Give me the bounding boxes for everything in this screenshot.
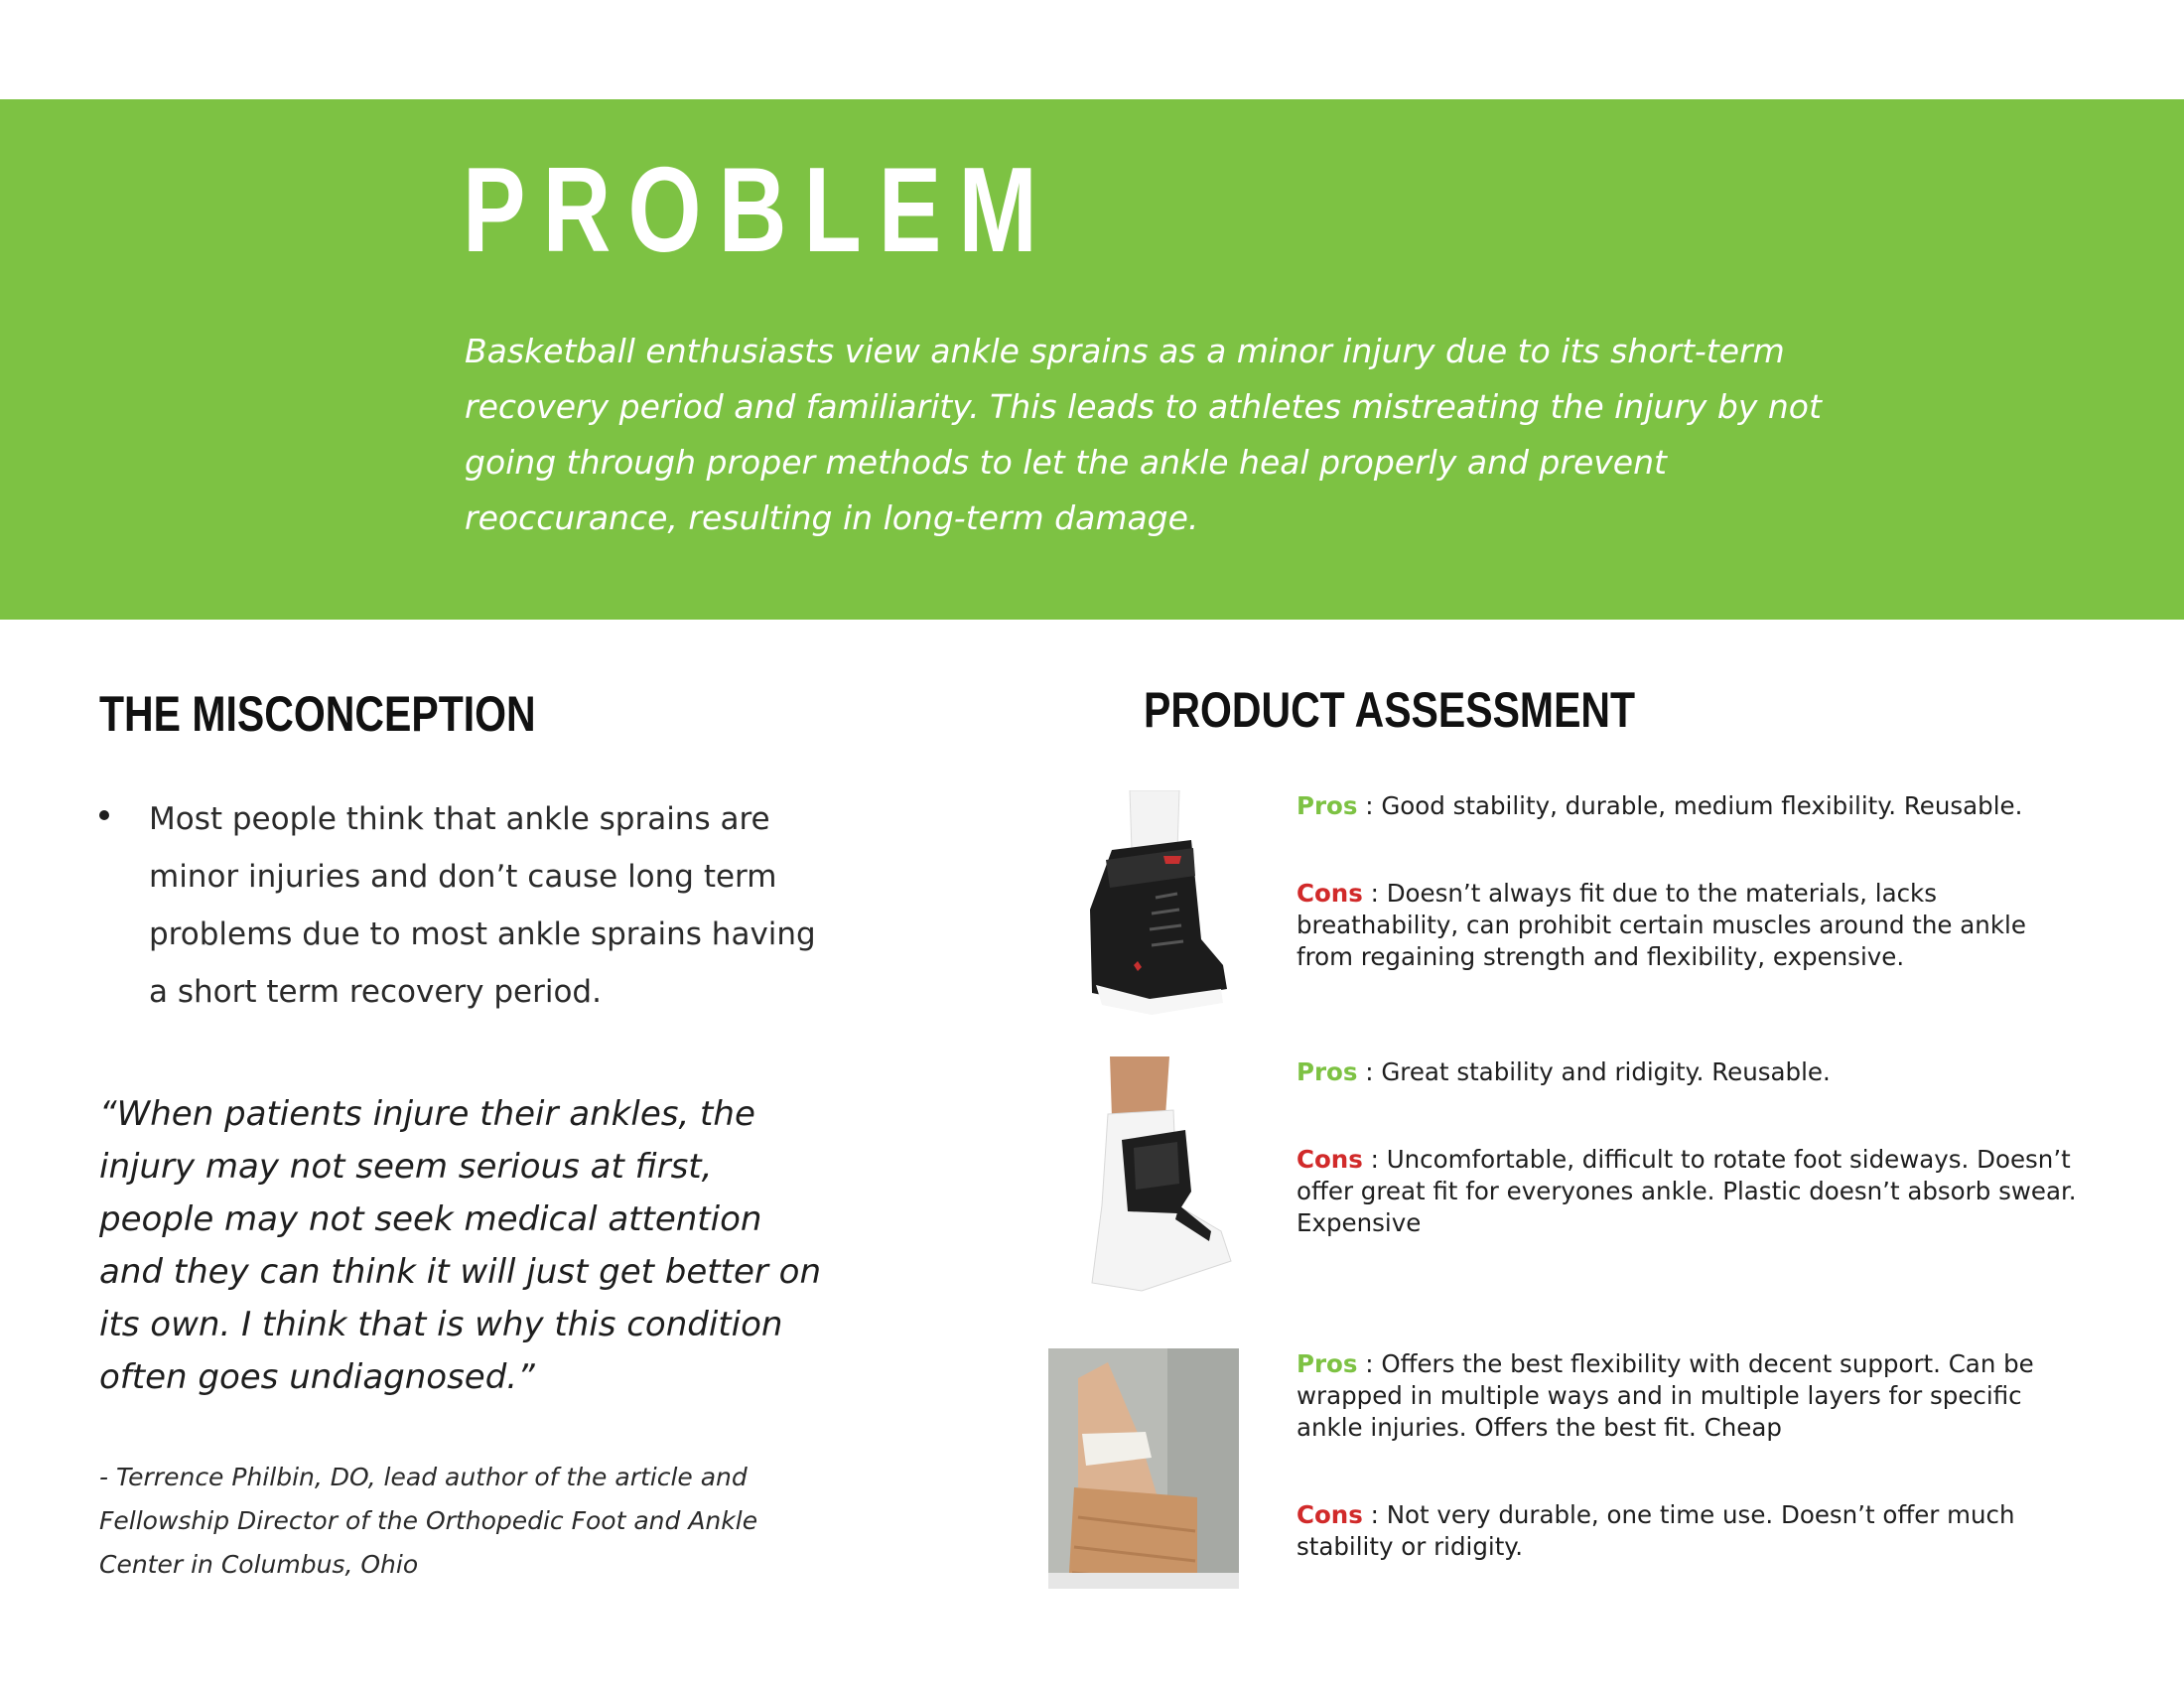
problem-description: Basketball enthusiasts view ankle sprains as a minor injury due to its short-term recovery period and familiarity. This leads to athletes mistreating the injury by not going through proper methods to let the ankle heal properly and prevent reoccurance, resulting in long-term damage. <box>465 332 1822 537</box>
assessment-heading: PRODUCT ASSESSMENT <box>1144 682 1636 738</box>
pros-label: Pros <box>1297 1057 1358 1086</box>
cons-text: Doesn’t always fit due to the materials, lacks breathability, can prohibit certain muscles around the ankle from regaining strength and flexibility, expensive. <box>1297 879 2026 971</box>
product-3-cons: Cons : Not very durable, one time use. Doesn’t offer much stability or ridigity. <box>1297 1500 2015 1561</box>
expert-quote: “When patients injure their ankles, the injury may not seem serious at first, people may not seek medical attention and they can think it will just get better on its own. I think that is why this condition often goes undiagnosed.” <box>99 1094 821 1397</box>
product-3-pros: Pros : Offers the best flexibility with decent support. Can be wrapped in multiple ways and in multiple layers for specific ankle injuries. Offers the best fit. Cheap <box>1297 1349 2034 1442</box>
cons-text: Not very durable, one time use. Doesn’t offer much stability or ridigity. <box>1297 1500 2015 1561</box>
cons-label: Cons <box>1297 879 1363 908</box>
page-title: PROBLEM <box>463 142 1054 277</box>
misconception-heading: THE MISCONCEPTION <box>99 686 536 742</box>
product-2-cons: Cons : Uncomfortable, difficult to rotate foot sideways. Doesn’t offer great fit for everyones ankle. Plastic doesn’t absorb swear. Expensive <box>1297 1145 2077 1237</box>
pros-text: Good stability, durable, medium flexibility. Reusable. <box>1381 791 2023 820</box>
ankle-brace-icon <box>1052 790 1231 1019</box>
stirrup-brace-photo <box>1082 1056 1237 1295</box>
product-2-assessment <box>1297 1056 2081 1239</box>
product-2-pros: Pros : Great stability and ridigity. Reusable. <box>1297 1057 1831 1086</box>
product-1-assessment <box>1297 790 2081 973</box>
misconception-text: Most people think that ankle sprains are minor injuries and don’t cause long term problems due to most ankle sprains having a short term recovery period. <box>149 801 816 1010</box>
taped-ankle-icon <box>1048 1348 1239 1589</box>
tape-wrap-photo <box>1048 1348 1239 1589</box>
cons-label: Cons <box>1297 1500 1363 1529</box>
ankle-brace-icon <box>1082 1056 1237 1295</box>
misconception-list <box>99 790 834 1021</box>
pros-label: Pros <box>1297 791 1358 820</box>
pros-label: Pros <box>1297 1349 1358 1378</box>
list-item <box>99 790 834 1021</box>
product-3-assessment <box>1297 1348 2081 1563</box>
lace-up-brace-photo <box>1052 790 1231 1019</box>
cons-label: Cons <box>1297 1145 1363 1174</box>
product-1-cons: Cons : Doesn’t always fit due to the materials, lacks breathability, can prohibit certain muscles around the ankle from regaining strength and flexibility, expensive. <box>1297 879 2026 971</box>
quote-attribution: - Terrence Philbin, DO, lead author of the article and Fellowship Director of the Orthopedic Foot and Ankle Center in Columbus, Ohio <box>99 1463 758 1579</box>
cons-text: Uncomfortable, difficult to rotate foot sideways. Doesn’t offer great fit for everyones ankle. Plastic doesn’t absorb swear. Expensive <box>1297 1145 2077 1237</box>
pros-text: Great stability and ridigity. Reusable. <box>1381 1057 1831 1086</box>
pros-text: Offers the best flexibility with decent support. Can be wrapped in multiple ways and in multiple layers for specific ankle injuries. Offers the best fit. Cheap <box>1297 1349 2034 1442</box>
bullet-icon <box>99 810 109 820</box>
product-1-pros: Pros : Good stability, durable, medium flexibility. Reusable. <box>1297 791 2023 820</box>
